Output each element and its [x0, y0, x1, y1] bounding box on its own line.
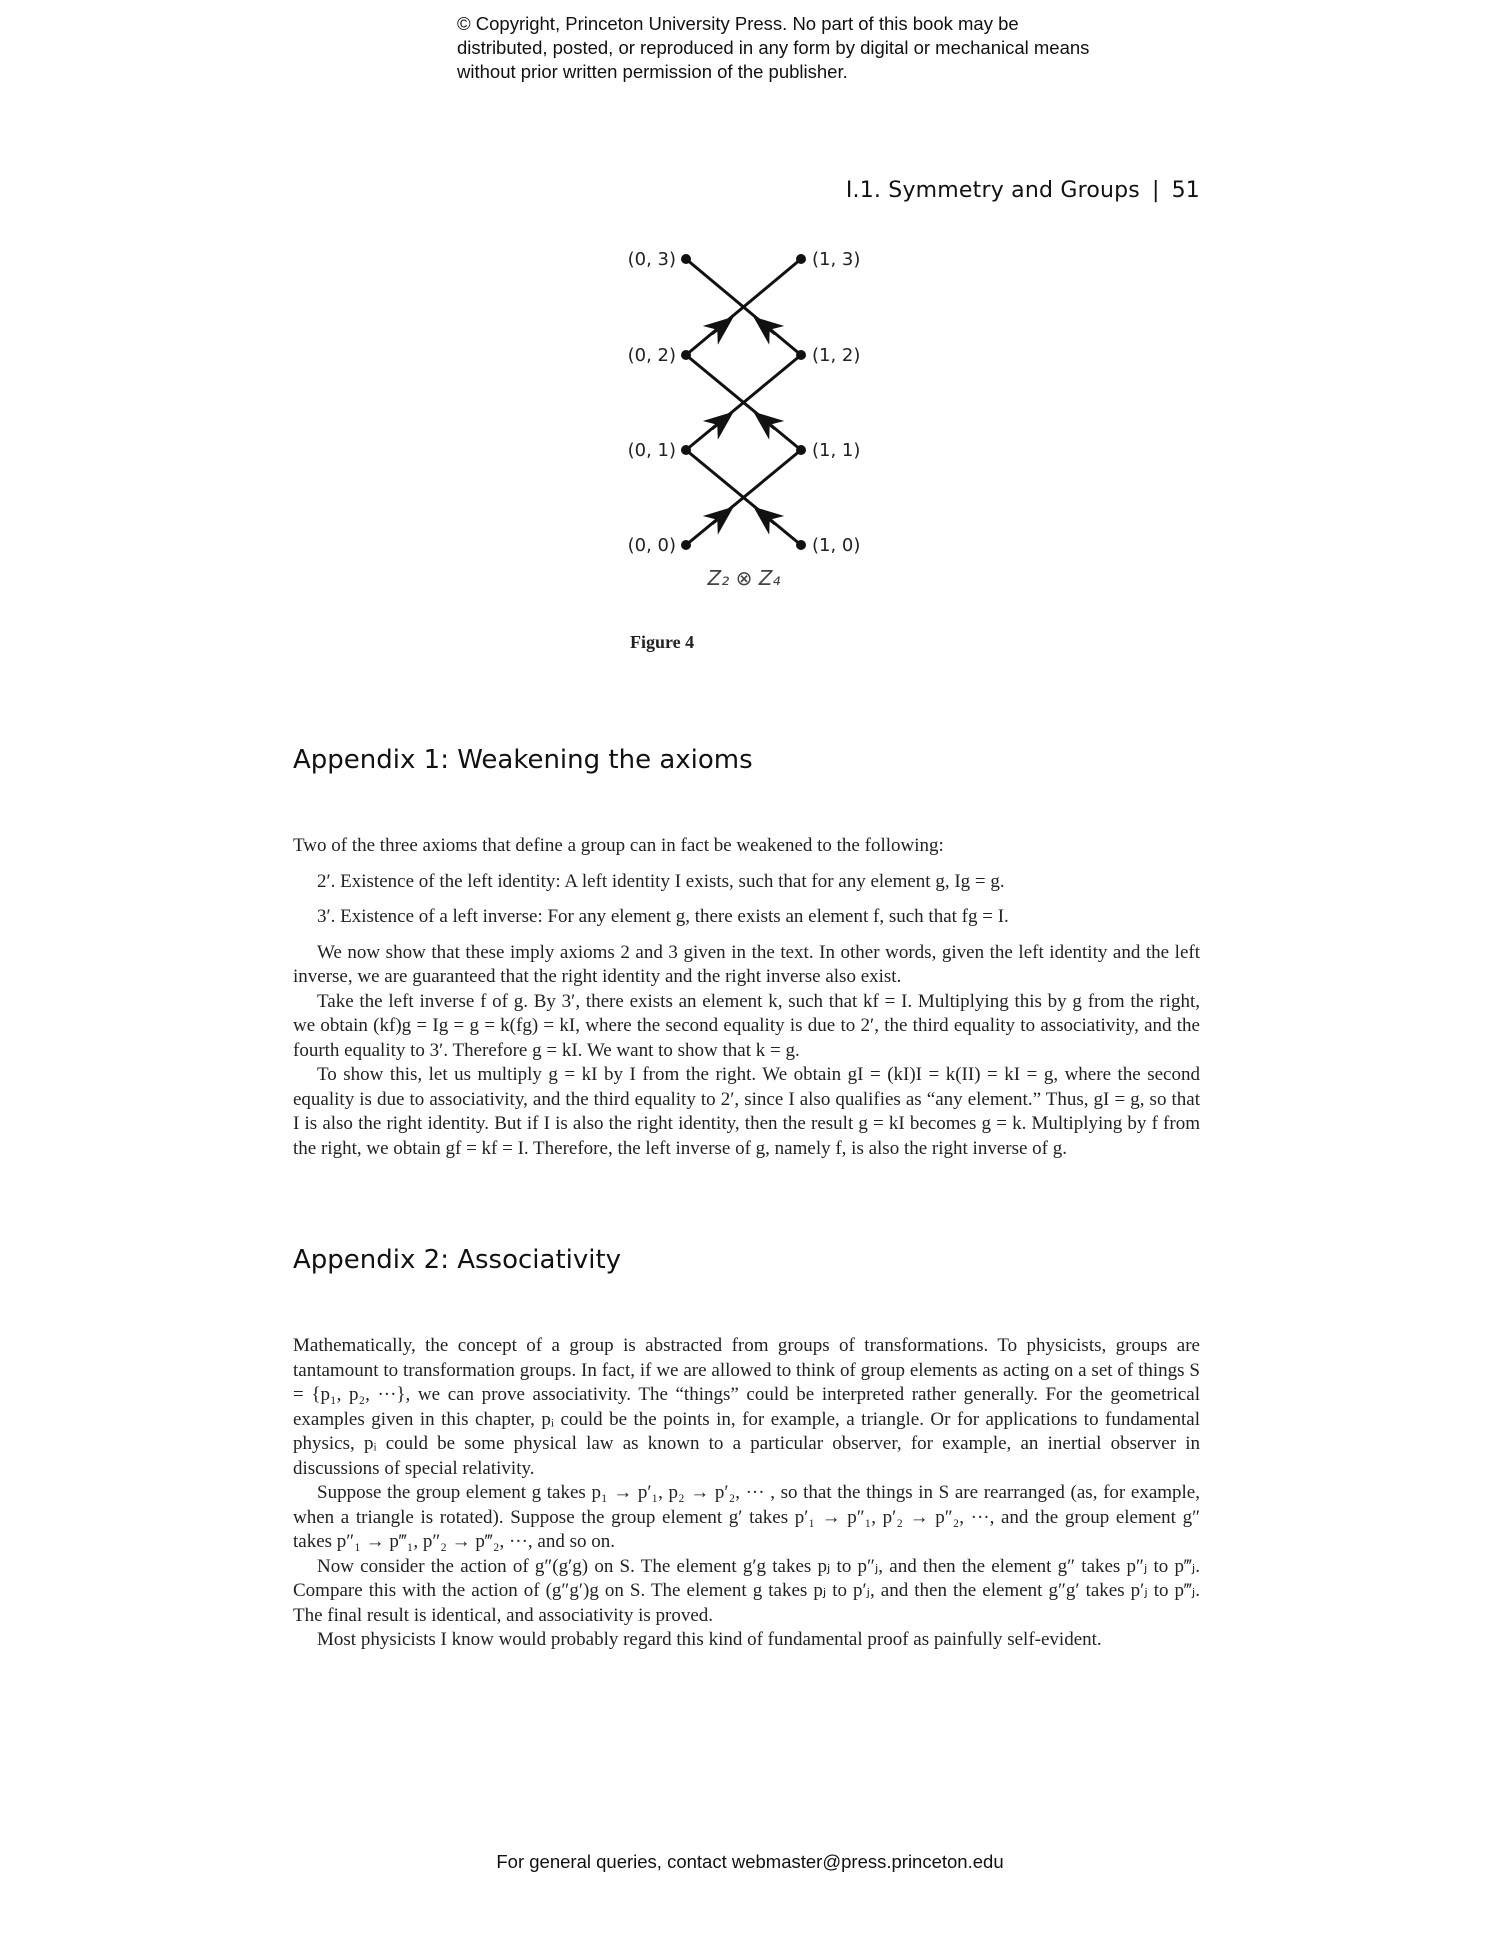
paragraph: To show this, let us multiply g = kI by I from the right. We obtain gI = (kI)I = k(II) = kI = g, where the second equality is due to associativity, and the third equality to 2′, since I also qualifies as “any element.” Thus, gI = g, so that I is also the right identity. But if I is also the right identity, then the result g = kI becomes g = k. Multiplying by f from the right, we obtain gf = kf = I. Therefore, the left inverse of g, namely f, is also the right inverse of g.	[293, 1064, 1200, 1159]
appendix-2-body	[293, 1334, 1200, 1653]
axiom-3-prime: 3′. Existence of a left inverse: For any element g, there exists an element f, such that fg = I.	[317, 906, 1009, 927]
figure-caption: Figure 4	[630, 632, 695, 652]
axiom-2-prime: 2′. Existence of the left identity: A left identity I exists, such that for any element g, Ig = g.	[317, 870, 1005, 892]
node-label: (1, 2)	[812, 345, 861, 366]
node-label: (1, 3)	[812, 249, 861, 270]
running-head	[846, 178, 1200, 203]
appendix-1-intro: Two of the three axioms that define a group can in fact be weakened to the following:	[293, 835, 944, 856]
figure-4-diagram	[600, 230, 900, 610]
page-number: 51	[1171, 178, 1200, 203]
paragraph: Mathematically, the concept of a group is abstracted from groups of transformations. To physicists, groups are tantamount to transformation groups. In fact, if we are allowed to think of group elements as acting on a set of things S = {p₁, p₂, ···}, we can prove associativity. The “things” could be interpreted rather generally. For the geometrical examples given in this chapter, pᵢ could be the points in, for example, a triangle. Or for applications to fundamental physics, pᵢ could be some physical law as known to a particular observer, for example, an inertial observer in discussions of special relativity.	[293, 1335, 1200, 1479]
graph-edges	[686, 259, 801, 545]
edge-arrows	[600, 230, 775, 524]
paragraph: We now show that these imply axioms 2 and 3 given in the text. In other words, given the left identity and the left inverse, we are guaranteed that the right identity and the right inverse also exist.	[293, 941, 1200, 987]
paragraph: Take the left inverse f of g. By 3′, there exists an element k, such that kf = I. Multiplying this by g from the right, we obtain (kf)g = Ig = g = k(fg) = kI, where the second equality is due to 2′, the third equality to associativity, and the fourth equality to 3′. Therefore g = kI. We want to show that k = g.	[293, 990, 1200, 1061]
z2-z4-graph	[600, 230, 900, 610]
chapter-title: I.1. Symmetry and Groups	[845, 178, 1140, 203]
node-label: (0, 0)	[627, 535, 676, 556]
node-label: (1, 0)	[812, 535, 861, 556]
node-label: (1, 1)	[812, 440, 861, 461]
appendix-1-body	[293, 834, 1200, 1161]
paragraph: Most physicists I know would probably regard this kind of fundamental proof as painfully self-evident.	[317, 1629, 1102, 1650]
paragraph: Now consider the action of g″(g′g) on S. The element g′g takes pⱼ to p″ⱼ, and then the element g″ takes p″ⱼ to p‴ⱼ. Compare this with the action of (g″g′)g on S. The element g takes pⱼ to p′ⱼ, and then the element g″g′ takes p′ⱼ to p‴ⱼ. The final result is identical, and associativity is proved.	[293, 1555, 1200, 1626]
footer-contact: For general queries, contact webmaster@press.princeton.edu	[496, 1851, 1004, 1872]
paragraph: Suppose the group element g takes p₁ → p′₁, p₂ → p′₂, ··· , so that the things in S are rearranged (as, for example, when a triangle is rotated). Suppose the group element g′ takes p′₁ → p″₁, p′₂ → p″₂, ···, and the group element g″ takes p″₁ → p‴₁, p″₂ → p‴₂, ···, and so on.	[293, 1482, 1200, 1552]
appendix-2-heading: Appendix 2: Associativity	[293, 1245, 622, 1275]
header-separator: |	[1151, 178, 1160, 203]
copyright-notice: © Copyright, Princeton University Press. No part of this book may be distributed, posted, or reproduced in any form by digital or mechanical means without prior written permission of the publisher.	[457, 13, 1090, 82]
node-labels	[628, 249, 861, 590]
node-label: (0, 2)	[627, 345, 676, 366]
node-label: (0, 1)	[627, 440, 676, 461]
group-label: Z₂ ⊗ Z₄	[707, 566, 781, 590]
appendix-1-heading: Appendix 1: Weakening the axioms	[293, 745, 753, 775]
node-label: (0, 3)	[627, 249, 676, 270]
